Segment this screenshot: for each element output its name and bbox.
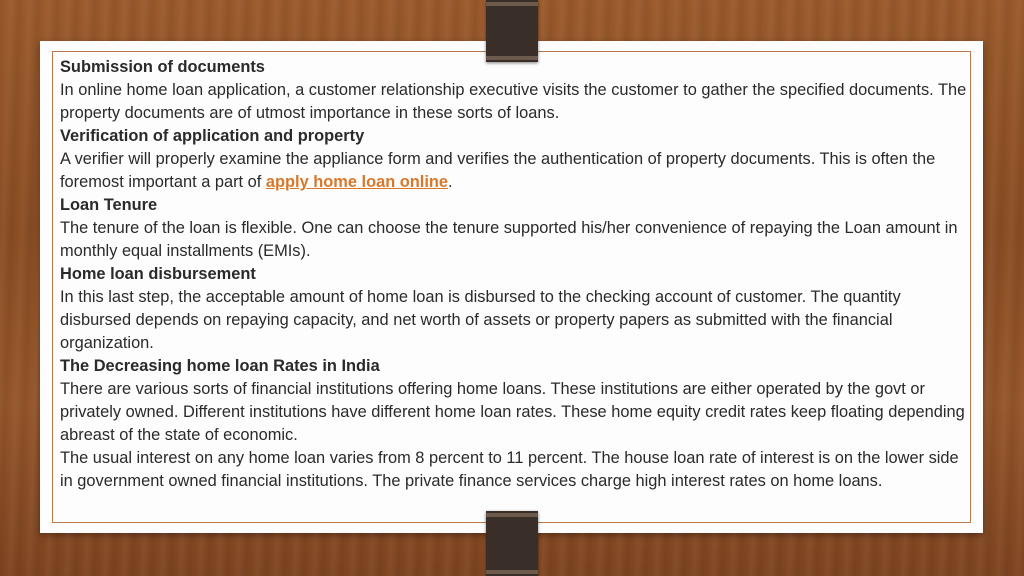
paragraph-loan-tenure: The tenure of the loan is flexible. One can choose the tenure supported his/her convenience of repaying the Loan amount in monthly equal installments (EMIs). (60, 219, 958, 260)
paragraph-home-loan-disbursement: In this last step, the acceptable amount of home loan is disbursed to the checking account of customer. The quantity disbursed depends on repaying capacity, and net worth of assets or property papers as submitted with the financial organization. (60, 288, 901, 352)
bottom-binder-clip (486, 511, 538, 576)
paragraph-verification-text: A verifier will properly examine the appliance form and verifies the authentication of property documents. This is often the foremost important a part of (60, 150, 936, 191)
top-binder-clip (486, 0, 538, 62)
paragraph-interest-rates: The usual interest on any home loan varies from 8 percent to 11 percent. The house loan rate of interest is on the lower side in government owned financial institutions. The private finance services charge high interest rates on home loans. (60, 449, 959, 490)
heading-submission-of-documents: Submission of documents (60, 58, 265, 76)
heading-loan-tenure: Loan Tenure (60, 196, 158, 214)
heading-home-loan-disbursement: Home loan disbursement (60, 265, 256, 283)
paragraph-submission-of-documents: In online home loan application, a customer relationship executive visits the customer to gather the specified documents. The property documents are of utmost importance in these sorts of loans. (60, 81, 967, 122)
heading-verification: Verification of application and property (60, 127, 365, 145)
slide-content (60, 56, 970, 493)
paragraph-verification-end: . (448, 173, 453, 191)
paragraph-verification (60, 148, 970, 194)
paragraph-decreasing-rates: There are various sorts of financial institutions offering home loans. These institutions are either operated by the govt or privately owned. Different institutions have different home loan rates. These home equity credit rates keep floating depending abreast of the state of economic. (60, 380, 965, 444)
apply-home-loan-online-link[interactable]: apply home loan online (265, 173, 449, 191)
heading-decreasing-rates: The Decreasing home loan Rates in India (60, 357, 380, 375)
